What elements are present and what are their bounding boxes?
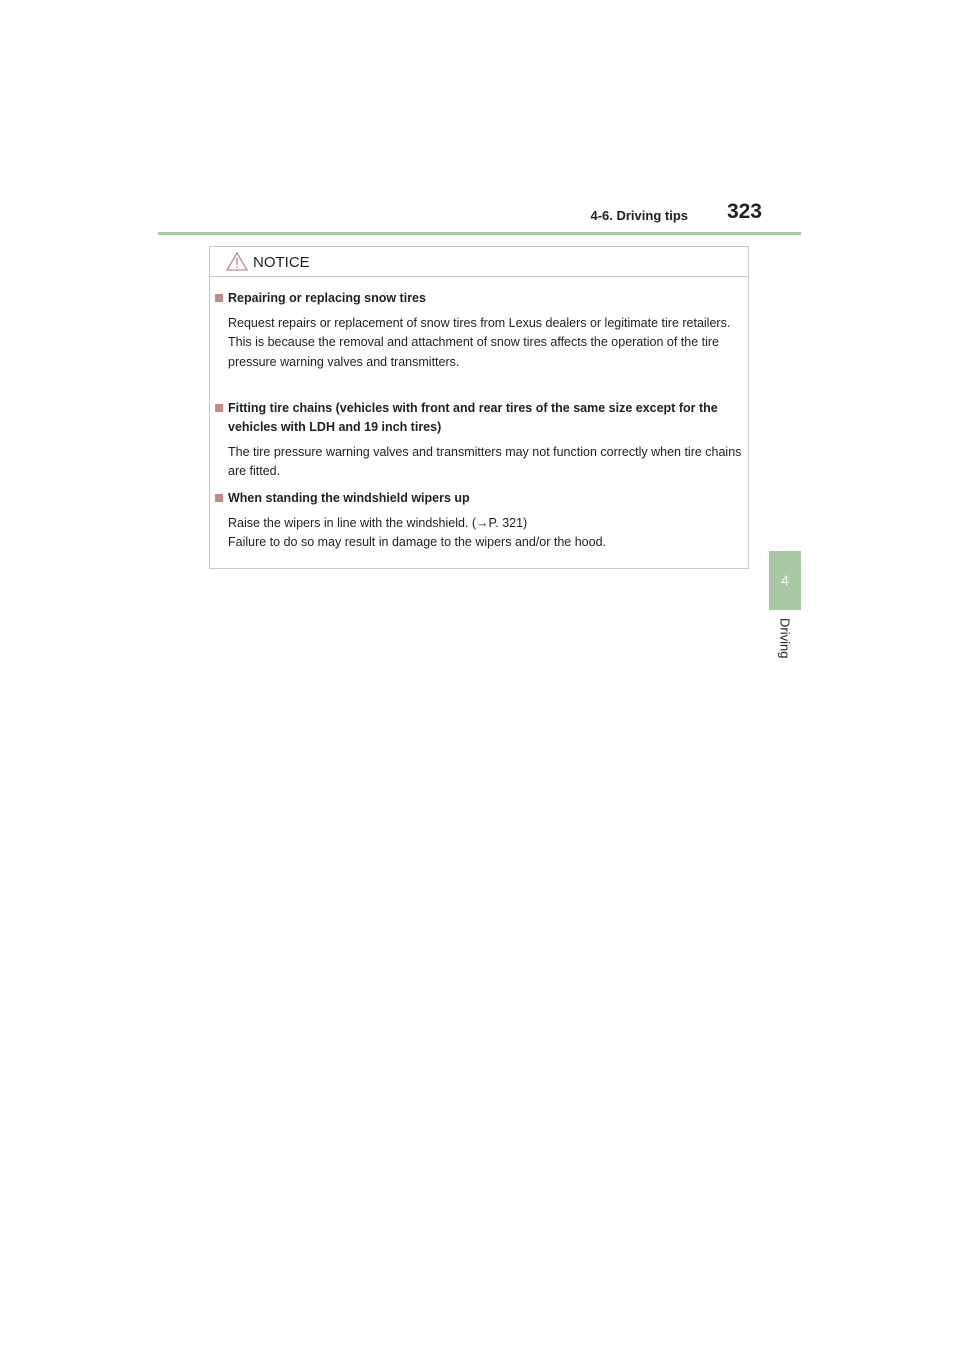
notice-item — [215, 489, 745, 553]
notice-title: NOTICE — [253, 254, 310, 271]
header-divider — [158, 232, 801, 235]
notice-item — [215, 289, 745, 372]
notice-item-title — [215, 289, 745, 308]
chapter-label — [769, 618, 801, 674]
warning-triangle-icon — [226, 252, 248, 276]
notice-item-title-text: Repairing or replacing snow tires — [228, 291, 426, 305]
notice-header — [210, 247, 748, 277]
notice-paragraph: Request repairs or replacement of snow tires from Lexus dealers or legitimate tire retailers. — [228, 316, 731, 330]
notice-item-title — [215, 399, 745, 437]
notice-paragraph: Failure to do so may result in damage to the wipers and/or the hood. — [228, 535, 606, 550]
notice-item-body — [215, 443, 745, 482]
notice-item-body — [215, 314, 745, 372]
square-bullet-icon — [215, 404, 223, 412]
notice-item-title — [215, 489, 745, 508]
notice-item-title-text: When standing the windshield wipers up — [228, 491, 470, 505]
square-bullet-icon — [215, 494, 223, 502]
notice-paragraph: This is because the removal and attachment of snow tires affects the operation of the tire pressure warning valves and transmitters. — [228, 335, 720, 369]
notice-paragraph: The tire pressure warning valves and transmitters may not function correctly when tire chains are fitted. — [228, 445, 742, 479]
notice-box — [209, 246, 749, 569]
notice-paragraph: Raise the wipers in line with the windshield. (→P. 321) — [228, 516, 528, 530]
notice-item-title-text: Fitting tire chains (vehicles with front and rear tires of the same size except for the vehicles with LDH and 19 inch tires) — [228, 401, 718, 434]
notice-item-body — [215, 514, 745, 553]
section-title: 4-6. Driving tips — [590, 208, 688, 223]
chapter-tab: 4 — [769, 551, 801, 610]
page-number: 323 — [726, 200, 762, 223]
chapter-label-text: Driving — [777, 618, 793, 659]
square-bullet-icon — [215, 294, 223, 302]
notice-item — [215, 399, 745, 482]
